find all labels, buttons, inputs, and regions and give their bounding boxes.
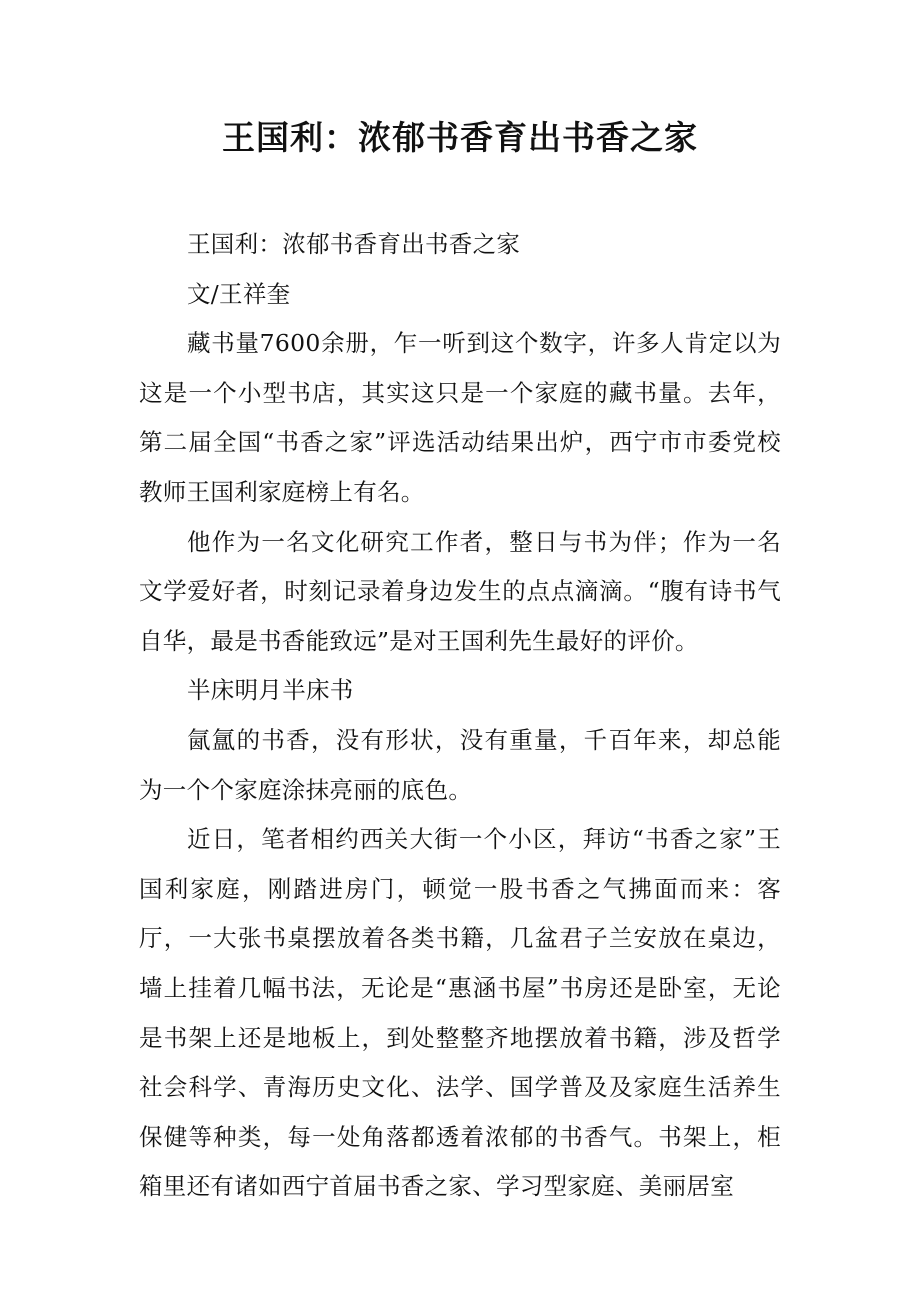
paragraph-book-fragrance: 氤氲的书香，没有形状，没有重量，千百年来，却总能为一个个家庭涂抹亮丽的底色。 <box>139 725 781 804</box>
paragraph-visit: 近日，笔者相约西关大街一个小区，拜访“书香之家”王国利家庭，刚踏进房门，顿觉一股书香之气拂面而来：客厅，一大张书桌摆放着各类书籍，几盆君子兰安放在桌边，墙上挂着几幅书法，无论是“惠涵书屋”书房还是卧室，无论是书架上还是地板上，到处整整齐地摆放着书籍，涉及哲学社会科学、青海历史文化、法学、国学普及及家庭生活养生保健等种类，每一处角落都透着浓郁的书香气。书架上，柜箱里还有诸如西宁首届书香之家、学习型家庭、美丽居室 <box>139 825 781 1201</box>
paragraph-byline: 文/王祥奎 <box>187 279 291 308</box>
section-heading: 半床明月半床书 <box>187 676 354 705</box>
paragraph-intro: 藏书量7600余册，乍一听到这个数字，许多人肯定以为这是一个小型书店，其实这只是一个家庭的藏书量。去年，第二届全国“书香之家”评选活动结果出炉，西宁市市委党校教师王国利家庭榜上有名。 <box>139 329 781 506</box>
document-body <box>139 220 781 1212</box>
paragraph-profile: 他作为一名文化研究工作者，整日与书为伴；作为一名文学爱好者，时刻记录着身边发生的点点滴滴。“腹有诗书气自华，最是书香能致远”是对王国利先生最好的评价。 <box>139 527 781 655</box>
paragraph-subtitle: 王国利：浓郁书香育出书香之家 <box>187 230 521 258</box>
document-title: 王国利：浓郁书香育出书香之家 <box>222 118 698 157</box>
